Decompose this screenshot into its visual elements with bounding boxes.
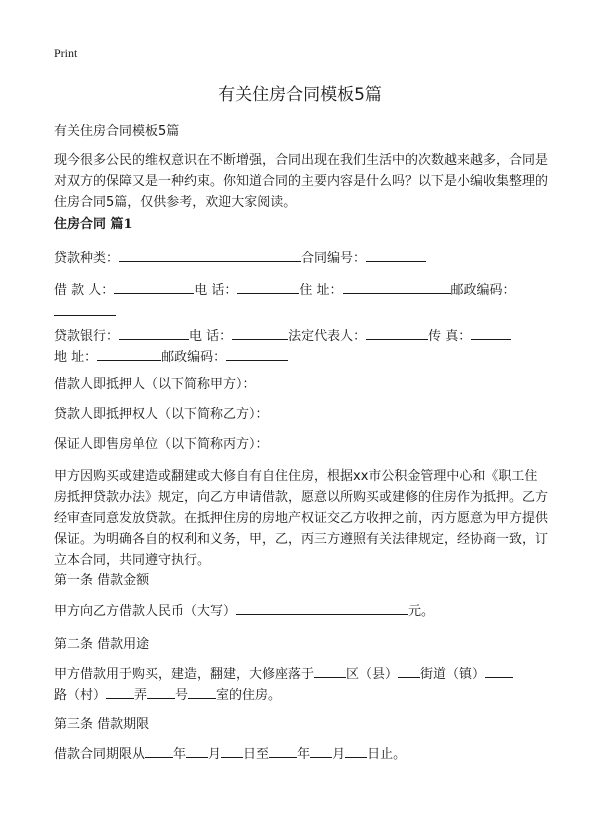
blank-a2-6: [188, 685, 216, 699]
blank-end-year: [269, 744, 297, 758]
label-postcode: 邮政编码：: [450, 283, 516, 298]
label-address: 住 址：: [299, 283, 343, 298]
label-postcode-2: 邮政编码：: [161, 350, 227, 365]
a2-number: 号: [175, 688, 189, 703]
a3-text: 借款合同期限从: [54, 747, 146, 762]
blank-end-month: [310, 744, 332, 758]
blank-postcode-2: [226, 347, 288, 361]
label-borrower: 借 款 人：: [54, 283, 115, 298]
blank-a2-5: [147, 685, 175, 699]
form-line-borrower: [54, 280, 548, 324]
label-legal-rep: 法定代表人：: [288, 329, 367, 344]
blank-legal-rep: [366, 326, 428, 340]
article-2-paragraph: [54, 664, 548, 706]
print-link[interactable]: Print: [54, 46, 78, 60]
article-1-text: 甲方向乙方借款人民币（大写）: [54, 604, 237, 619]
label-bank: 贷款银行：: [54, 329, 120, 344]
a2-road: 路（村）: [54, 688, 107, 703]
blank-start-day: [221, 744, 243, 758]
document-subtitle: 有关住房合同模板5篇: [54, 124, 180, 139]
label-fax: 传 真：: [428, 329, 472, 344]
a3-month-2: 月: [332, 747, 346, 762]
party-guarantor: 保证人即售房单位（以下简称丙方）：: [54, 437, 269, 452]
blank-contract-no: [366, 248, 426, 262]
label-contract-no: 合同编号：: [301, 251, 367, 266]
blank-a2-3: [485, 664, 513, 678]
label-address-2: 地 址：: [54, 350, 98, 365]
blank-start-year: [145, 744, 173, 758]
blank-borrower: [114, 280, 194, 294]
form-line-loan-type: [54, 248, 548, 270]
label-phone-2: 电 话：: [189, 329, 233, 344]
article-1-title: 第一条 借款金额: [54, 573, 150, 588]
blank-postcode: [54, 302, 116, 316]
article-1-line: [54, 601, 548, 623]
a2-room: 室的住房。: [216, 688, 282, 703]
blank-phone: [237, 280, 299, 294]
main-paragraph: 甲方因购买或建造或翻建或大修自有自住住房，根据xx市公积金管理中心和《职工住房抵押贷款办法》规定，向乙方申请借款，愿意以所购买或建修的住房作为抵押。乙方经审查同意发放贷款。在抵押住房的房地产权证交乙方收押之前，丙方愿意为甲方提供保证。为明确各自的权利和义务，甲，乙，丙三方遵照有关法律规定，经协商一致，订立本合同，共同遵守执行。: [54, 469, 549, 568]
label-loan-type: 贷款种类：: [54, 251, 120, 266]
blank-a2-4: [106, 685, 134, 699]
document-title: 有关住房合同模板5篇: [218, 85, 382, 105]
blank-address: [343, 280, 451, 294]
a3-year-2: 年: [297, 747, 311, 762]
party-mortgagor: 借款人即抵押人（以下简称甲方）：: [54, 377, 256, 392]
blank-loan-type: [119, 248, 301, 262]
article-3-title: 第三条 借款期限: [54, 717, 150, 732]
label-phone: 电 话：: [194, 283, 238, 298]
blank-amount: [236, 601, 408, 615]
a2-lane: 弄: [134, 688, 148, 703]
blank-address-2: [97, 347, 161, 361]
blank-bank: [119, 326, 189, 340]
blank-a2-1: [314, 664, 346, 678]
a2-district: 区（县）: [346, 667, 399, 682]
article-3-line: [54, 744, 548, 766]
blank-start-month: [186, 744, 208, 758]
a3-year-1: 年: [173, 747, 187, 762]
a3-month-1: 月: [208, 747, 222, 762]
blank-phone-2: [232, 326, 288, 340]
section-heading: 住房合同 篇1: [54, 217, 133, 232]
a3-day-to: 日至: [243, 747, 270, 762]
article-1-unit: 元。: [408, 604, 435, 619]
intro-paragraph: 现今很多公民的维权意识在不断增强，合同出现在我们生活中的次数越来越多，合同是对双方的保障又是一种约束。你知道合同的主要内容是什么吗？以下是小编收集整理的住房合同5篇，仅供参考，欢迎大家阅读。: [54, 153, 549, 210]
blank-fax: [471, 326, 511, 340]
blank-a2-2: [398, 664, 420, 678]
form-line-bank: [54, 326, 548, 368]
a2-street: 街道（镇）: [420, 667, 486, 682]
party-mortgagee: 贷款人即抵押权人（以下简称乙方）：: [54, 407, 269, 422]
blank-end-day: [345, 744, 367, 758]
a3-day-end: 日止。: [367, 747, 407, 762]
article-2-title: 第二条 借款用途: [54, 637, 150, 652]
a2-text: 甲方借款用于购买，建造，翻建，大修座落于: [54, 667, 315, 682]
